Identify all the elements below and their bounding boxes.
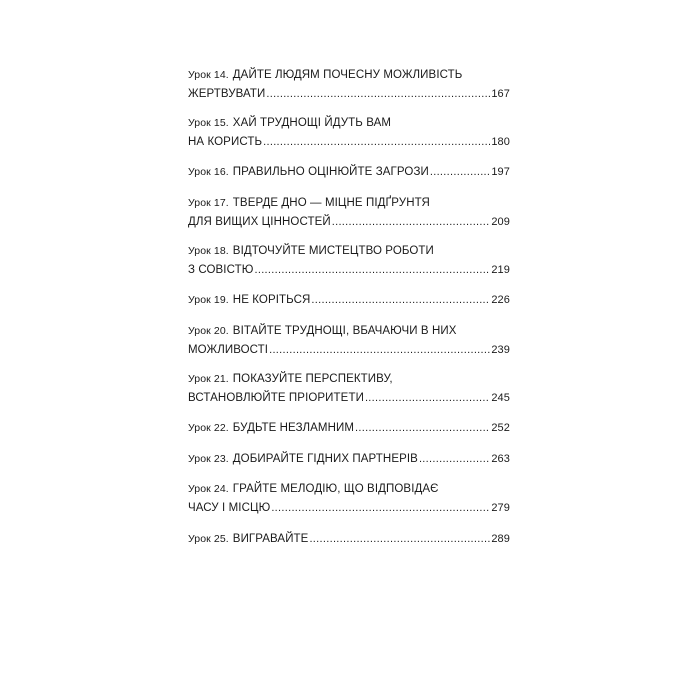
lesson-title-end: МОЖЛИВОСТІ — [188, 344, 269, 356]
toc-entry-last-line — [188, 499, 510, 518]
toc-entry-last-line — [188, 530, 510, 549]
dot-leader — [430, 163, 490, 182]
lesson-number: Урок 21. — [188, 373, 229, 385]
lesson-title: ДОБИРАЙТЕ ГІДНИХ ПАРТНЕРІВ — [232, 453, 418, 465]
page-number: 252 — [491, 422, 510, 434]
page-number: 180 — [491, 136, 510, 148]
toc-entry-lesson-23 — [188, 450, 510, 469]
toc-entry-last-line — [188, 261, 510, 280]
dot-leader — [332, 213, 491, 232]
lesson-number: Урок 22. — [188, 422, 229, 434]
lesson-title: ВІТАЙТЕ ТРУДНОЩІ, ВБАЧАЮЧИ В НИХ — [232, 325, 457, 337]
page-number: 209 — [491, 216, 510, 228]
lesson-title: ПОКАЗУЙТЕ ПЕРСПЕКТИВУ, — [232, 373, 393, 385]
dot-leader — [271, 499, 490, 518]
page-number: 289 — [491, 533, 510, 545]
lesson-title: ВИГРАВАЙТЕ — [232, 533, 309, 545]
page-number: 279 — [491, 502, 510, 514]
lesson-title-end: З СОВІСТЮ — [188, 264, 254, 276]
lesson-title-end: ЧАСУ І МІСЦЮ — [188, 502, 271, 514]
toc-entry-last-line — [188, 163, 510, 182]
toc-entry-lesson-22 — [188, 419, 510, 438]
toc-entry-lesson-14 — [188, 66, 510, 104]
lesson-title: ПРАВИЛЬНО ОЦІНЮЙТЕ ЗАГРОЗИ — [232, 166, 429, 178]
toc-entry-title-line — [188, 480, 510, 499]
toc-entry-title-line — [188, 66, 510, 85]
dot-leader — [365, 389, 490, 408]
toc-entry-last-line — [188, 213, 510, 232]
toc-entry-title-line — [188, 242, 510, 261]
toc-entry-lesson-19 — [188, 291, 510, 310]
lesson-title-end: НА КОРИСТЬ — [188, 136, 263, 148]
toc-entry-lesson-15 — [188, 114, 510, 152]
toc-entry-lesson-21 — [188, 370, 510, 408]
lesson-title-end: ЖЕРТВУВАТИ — [188, 88, 266, 100]
lesson-number: Урок 20. — [188, 325, 229, 337]
lesson-number: Урок 19. — [188, 294, 229, 306]
toc-entry-title-line — [188, 322, 510, 341]
page-number: 245 — [491, 392, 510, 404]
lesson-number: Урок 16. — [188, 166, 229, 178]
toc-entry-last-line — [188, 133, 510, 152]
lesson-number: Урок 15. — [188, 117, 229, 129]
toc-entry-lesson-25 — [188, 530, 510, 549]
lesson-number: Урок 17. — [188, 197, 229, 209]
dot-leader — [266, 85, 490, 104]
page-number: 226 — [491, 294, 510, 306]
page-number: 219 — [491, 264, 510, 276]
toc-entry-lesson-24 — [188, 480, 510, 518]
lesson-number: Урок 24. — [188, 483, 229, 495]
dot-leader — [269, 341, 490, 360]
lesson-title: ВІДТОЧУЙТЕ МИСТЕЦТВО РОБОТИ — [232, 245, 434, 257]
lesson-title: ТВЕРДЕ ДНО — МІЦНЕ ПІДҐРУНТЯ — [232, 197, 430, 209]
lesson-number: Урок 25. — [188, 533, 229, 545]
lesson-number: Урок 14. — [188, 69, 229, 81]
dot-leader — [355, 419, 490, 438]
page-number: 167 — [491, 88, 510, 100]
page-number: 263 — [491, 453, 510, 465]
lesson-title-end: ДЛЯ ВИЩИХ ЦІННОСТЕЙ — [188, 216, 331, 228]
lesson-title-end: ВСТАНОВЛЮЙТЕ ПРІОРИТЕТИ — [188, 392, 364, 404]
lesson-title: НЕ КОРІТЬСЯ — [232, 294, 311, 306]
toc-entry-title-line — [188, 370, 510, 389]
lesson-title: ДАЙТЕ ЛЮДЯМ ПОЧЕСНУ МОЖЛИВІСТЬ — [232, 69, 463, 81]
toc-entry-last-line — [188, 419, 510, 438]
dot-leader — [254, 261, 490, 280]
toc-entry-lesson-17 — [188, 194, 510, 232]
dot-leader — [309, 530, 490, 549]
dot-leader — [311, 291, 490, 310]
toc-entry-last-line — [188, 291, 510, 310]
table-of-contents — [188, 66, 510, 549]
toc-entry-title-line — [188, 194, 510, 213]
page-number: 197 — [491, 166, 510, 178]
toc-entry-lesson-18 — [188, 242, 510, 280]
lesson-number: Урок 18. — [188, 245, 229, 257]
lesson-title: ГРАЙТЕ МЕЛОДІЮ, ЩО ВІДПОВІДАЄ — [232, 483, 439, 495]
toc-entry-lesson-16 — [188, 163, 510, 182]
toc-entry-last-line — [188, 341, 510, 360]
dot-leader — [419, 450, 490, 469]
toc-entry-last-line — [188, 389, 510, 408]
toc-entry-lesson-20 — [188, 322, 510, 360]
lesson-title: ХАЙ ТРУДНОЩІ ЙДУТЬ ВАМ — [232, 117, 392, 129]
toc-entry-last-line — [188, 85, 510, 104]
lesson-number: Урок 23. — [188, 453, 229, 465]
toc-entry-last-line — [188, 450, 510, 469]
toc-entry-title-line — [188, 114, 510, 133]
dot-leader — [263, 133, 490, 152]
page-number: 239 — [491, 344, 510, 356]
lesson-title: БУДЬТЕ НЕЗЛАМНИМ — [232, 422, 355, 434]
